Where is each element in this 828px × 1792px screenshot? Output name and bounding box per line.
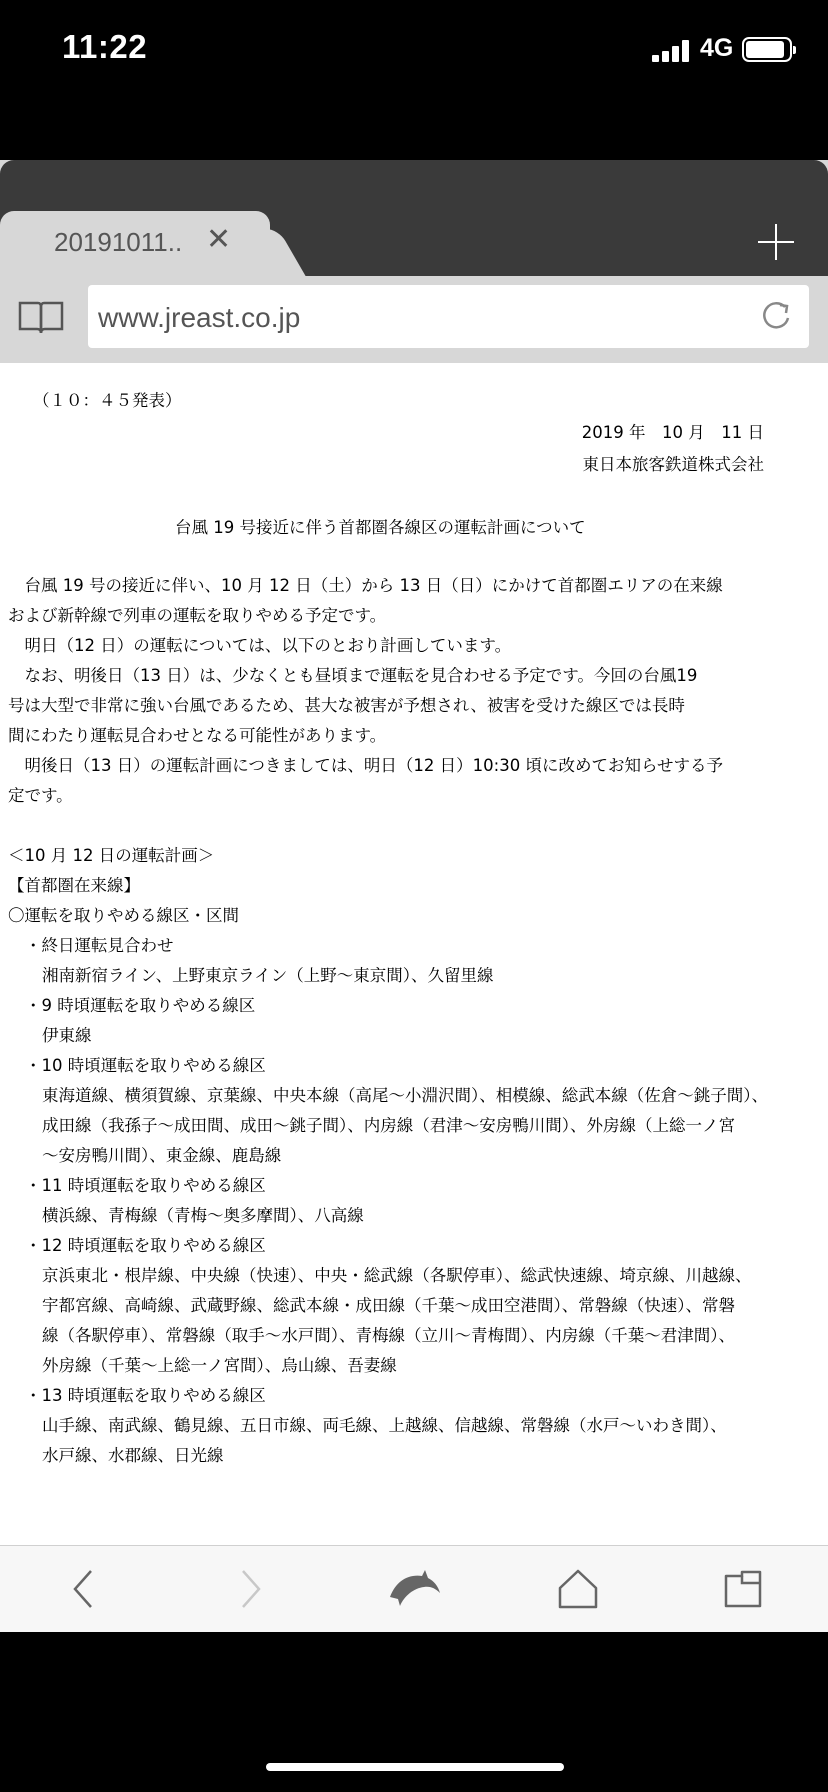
paragraph-line: 明後日（13 日）の運転計画につきましては、明日（12 日）10:30 頃に改めてお知らせする予 (8, 756, 723, 775)
new-tab-icon[interactable] (756, 222, 796, 262)
section-label: 【首都圏在来線】 (8, 876, 140, 895)
back-chevron-icon[interactable] (58, 1566, 108, 1612)
group-line: 東海道線、横須賀線、京葉線、中央本線（高尾～小淵沢間）、相模線、総武本線（佐倉～銚子間）、 (42, 1086, 768, 1105)
paragraph-line: 明日（12 日）の運転については、以下のとおり計画しています。 (8, 636, 512, 655)
issued-time: （１０：４５発表） (33, 391, 182, 410)
notice-title: 台風 19 号接近に伴う首都圏各線区の運転計画について (175, 518, 586, 537)
tab-title: 20191011.. (54, 227, 183, 257)
subsection-label: 〇運転を取りやめる線区・区間 (8, 906, 239, 925)
group-line: 外房線（千葉～上総一ノ宮間）、烏山線、吾妻線 (42, 1356, 397, 1375)
group-label: ・11 時頃運転を取りやめる線区 (25, 1176, 266, 1195)
company-name: 東日本旅客鉄道株式会社 (582, 455, 764, 474)
forward-chevron-icon[interactable] (226, 1566, 276, 1612)
group-label: ・13 時頃運転を取りやめる線区 (25, 1386, 266, 1405)
paragraph-line: 号は大型で非常に強い台風であるため、甚大な被害が予想され、被害を受けた線区では長時 (8, 696, 685, 715)
group-line: 山手線、南武線、鶴見線、五日市線、両毛線、上越線、信越線、常磐線（水戸～いわき間）、 (42, 1416, 727, 1435)
home-icon[interactable] (553, 1566, 603, 1612)
group-line: 水戸線、水郡線、日光線 (42, 1446, 224, 1465)
issue-date: 2019 年 10 月 11 日 (581, 423, 764, 442)
plan-heading: ＜10 月 12 日の運転計画＞ (8, 846, 215, 865)
group-line: ～安房鴨川間）、東金線、鹿島線 (42, 1146, 282, 1165)
signal-strength-icon (652, 40, 692, 62)
group-line: 伊東線 (42, 1026, 92, 1045)
group-line: 宇都宮線、高崎線、武蔵野線、総武本線・成田線（千葉～成田空港間）、常磐線（快速）、常磐 (42, 1296, 735, 1315)
close-tab-icon[interactable]: ✕ (206, 222, 232, 257)
paragraph-line: なお、明後日（13 日）は、少なくとも昼頃まで運転を見合わせる予定です。今回の台風19 (8, 666, 698, 685)
group-line: 線（各駅停車）、常磐線（取手～水戸間）、青梅線（立川～青梅間）、内房線（千葉～君津間）、 (42, 1326, 735, 1345)
address-bar[interactable] (88, 285, 809, 348)
status-time: 11:22 (62, 28, 148, 65)
paragraph-line: 台風 19 号の接近に伴い、10 月 12 日（土）から 13 日（日）にかけて首都圏エリアの在来線 (8, 576, 723, 595)
web-page-content (0, 363, 828, 1545)
tab-bar (0, 160, 828, 276)
bottom-toolbar (0, 1545, 828, 1632)
group-line: 成田線（我孫子～成田間、成田～銚子間）、内房線（君津～安房鴨川間）、外房線（上総一ノ宮 (42, 1116, 735, 1135)
paragraph-line: 間にわたり運転見合わせとなる可能性があります。 (8, 726, 387, 745)
group-line: 横浜線、青梅線（青梅～奥多摩間）、八高線 (42, 1206, 364, 1225)
tabs-icon[interactable] (718, 1566, 768, 1612)
reload-icon[interactable] (758, 298, 794, 334)
bookmarks-book-icon[interactable] (18, 300, 64, 334)
browser-chrome (0, 160, 828, 363)
battery-icon (742, 37, 792, 62)
dolphin-share-icon[interactable] (388, 1566, 442, 1612)
group-label: ・10 時頃運転を取りやめる線区 (25, 1056, 266, 1075)
group-line: 湘南新宿ライン、上野東京ライン（上野～東京間）、久留里線 (42, 966, 494, 985)
group-label: ・9 時頃運転を取りやめる線区 (25, 996, 256, 1015)
tab-current[interactable] (0, 211, 270, 276)
paragraph-line: 定です。 (8, 786, 73, 805)
group-label: ・終日運転見合わせ (25, 936, 174, 955)
url-text: www.jreast.co.jp (98, 302, 301, 333)
home-indicator[interactable] (266, 1763, 564, 1771)
status-bar (0, 0, 828, 100)
group-label: ・12 時頃運転を取りやめる線区 (25, 1236, 266, 1255)
paragraph-line: および新幹線で列車の運転を取りやめる予定です。 (8, 606, 387, 625)
network-type: 4G (700, 34, 734, 62)
group-line: 京浜東北・根岸線、中央線（快速）、中央・総武線（各駅停車）、総武快速線、埼京線、川越線、 (42, 1266, 752, 1285)
